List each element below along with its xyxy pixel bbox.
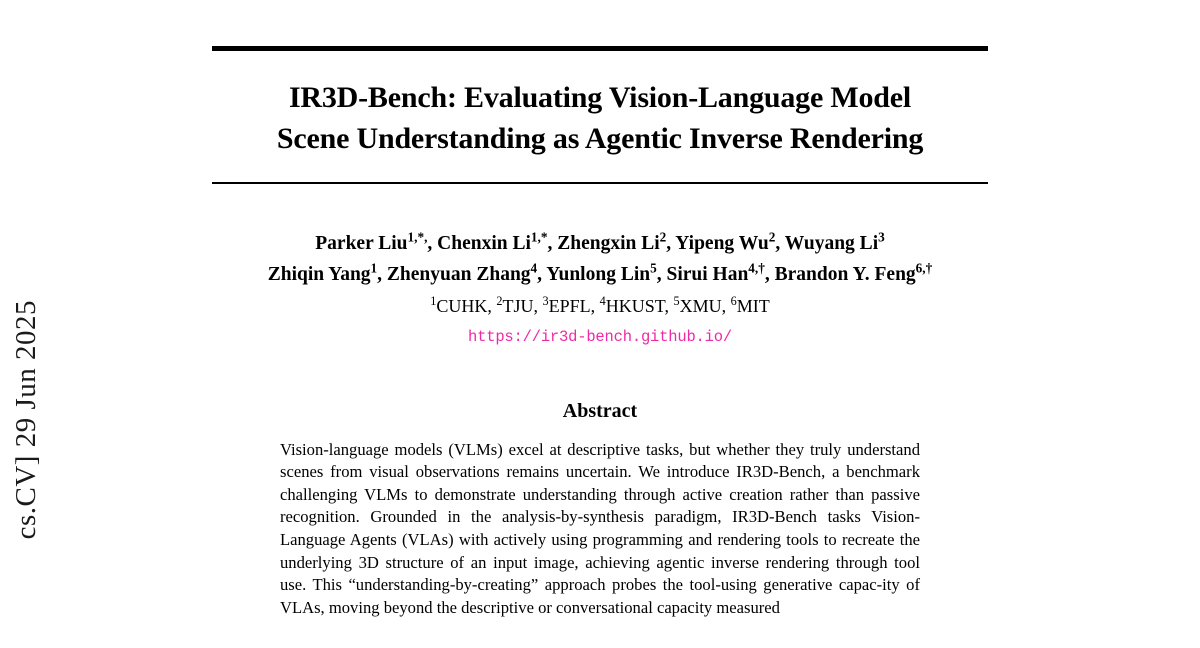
author-affiliation-marker: 3 [878,229,885,245]
affiliation-name: HKUST [605,295,665,316]
affiliation-marker: 3 [542,293,549,308]
author-name: Yipeng Wu [675,232,769,254]
project-url[interactable] [212,328,988,346]
affiliation-name: MIT [736,295,770,316]
author-list [212,228,988,321]
author-affiliation-marker: 1 [370,260,378,276]
project-url-link[interactable]: https://ir3d-bench.github.io/ [468,327,732,346]
author-row-1: Parker Liu$^{1,*,}$, Chenxin $Li^{1,*}$, Zhengxin Li$^2$, Yipeng Wu$^2$, Wuyang Li$^3$ [315,229,885,254]
affiliation-name: EPFL [548,295,591,316]
author-name: Wuyang Li [784,232,879,254]
page-title [212,77,988,160]
title-line-1: IR3D-Bench: Evaluating Vision-Language Model [288,81,912,114]
author-name: Zhiqin Yang [267,264,371,286]
abstract-heading: Abstract [562,399,638,422]
paper-content [212,0,988,619]
author-name: Yunlong Lin [546,264,651,286]
author-row-2: Zhiqin Yang$^1$, Zhenyuan Zhang$^4$, Yunlong Lin$^5$, Sirui Han$^{4,\dagger}$, Brandon Y. Feng$^{6,\dagger}$ [267,260,933,286]
affiliation-marker: 6 [730,293,737,308]
affiliation-marker: 2 [496,293,503,308]
author-affiliation-marker: 4,† [748,260,765,276]
affiliation-name: CUHK [436,295,488,316]
affiliation-marker: 5 [673,293,680,308]
author-affiliation-marker: 2 [768,229,776,245]
author-affiliation-marker: 6,† [915,260,933,276]
author-affiliation-marker: 2 [659,229,667,245]
affiliation-name: XMU [679,295,722,316]
affiliation-row: $^1$CUHK, $^2$TJU, $^3$EPFL, $^4$HKUST, $^5$XMU, $^6$MIT [430,293,770,316]
author-affiliation-marker: 1,*, [407,229,428,245]
author-name: Zhengxin Li [557,232,660,254]
title-line-2: Scene Understanding as Agentic Inverse Rendering [276,122,924,156]
arxiv-identifier-stamp: cs.CV] 29 Jun 2025 [10,300,42,540]
author-name: Zhenyuan Zhang [386,264,531,286]
author-affiliation-marker: 1,* [530,229,548,245]
affiliation-marker: 4 [599,293,606,308]
author-name: Brandon Y. Feng [774,264,916,286]
title-rule-bottom [212,182,988,184]
abstract-body [280,439,920,620]
author-name: Chenxin Li [437,232,531,254]
author-affiliation-marker: 5 [650,260,657,276]
author-affiliation-marker: 4 [530,260,538,276]
affiliation-marker: 1 [430,293,437,308]
title-rule-top [212,46,988,51]
abstract-paragraph: Vision-language models (VLMs) excel at descriptive tasks, but whether they truly understand scenes from visual observations remains uncertain. We introduce IR3D-Bench, a benchmark challenging VLMs to demonstrate understanding through active creation rather than passive recognition. Grounded in the analysis-by-synthesis paradigm, IR3D-Bench tasks Vision-Language Agents (VLAs) with actively using programming and rendering tools to recreate the underlying 3D structure of an input image, achieving agentic inverse rendering through tool use. This “understanding-by-creating” approach probes the tool-using generative capac-ity of VLAs, moving beyond the descriptive or conversational capacity measured [280,439,920,617]
author-name: Sirui Han [666,264,749,286]
affiliation-name: TJU [502,295,534,316]
author-name: Parker Liu [315,232,408,254]
